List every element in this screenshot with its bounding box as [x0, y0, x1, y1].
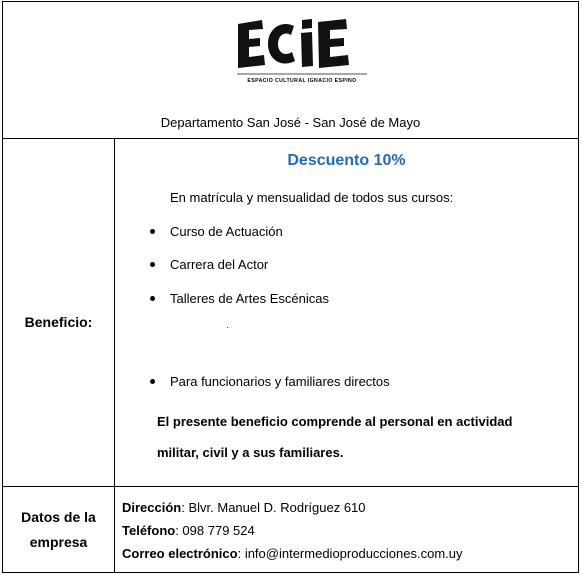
- column-divider: [114, 138, 115, 486]
- benefit-row: [3, 138, 578, 487]
- course-item: Curso de Actuación: [170, 224, 283, 239]
- course-item: Talleres de Artes Escénicas: [170, 291, 329, 306]
- company-row: [3, 486, 578, 572]
- course-item: Carrera del Actor: [170, 257, 269, 272]
- coverage-note: [157, 406, 557, 468]
- audience-item: Para funcionarios y familiares directos: [170, 374, 390, 389]
- address-value: : Blvr. Manuel D. Rodríguez 610: [181, 500, 366, 515]
- header-row: [3, 2, 578, 139]
- stray-mark: [227, 327, 228, 328]
- phone-label: Teléfono: [122, 523, 176, 538]
- bullet-icon: [150, 262, 155, 267]
- address-label: Dirección: [122, 500, 182, 515]
- email-line: [122, 546, 463, 561]
- department-line: Departamento San José - San José de Mayo: [160, 115, 421, 130]
- address-line: [122, 500, 366, 515]
- note-line-1: El presente beneficio comprende al personal en actividad: [157, 414, 513, 429]
- company-label-line-2: empresa: [29, 534, 88, 550]
- company-label: [3, 505, 114, 555]
- bullet-icon: [150, 379, 155, 384]
- note-line-2: militar, civil y a sus familiares.: [157, 445, 344, 460]
- company-label-line-1: Datos de la: [21, 509, 96, 525]
- benefit-sheet: [2, 1, 579, 573]
- logo-subtitle: ESPACIO CULTURAL IGNACIO ESPINO: [247, 78, 357, 84]
- benefit-label: Beneficio:: [24, 314, 93, 330]
- benefit-intro: En matrícula y mensualidad de todos sus cursos:: [170, 190, 454, 205]
- phone-line: [122, 523, 255, 538]
- bullet-icon: [150, 229, 155, 234]
- bullet-icon: [150, 296, 155, 301]
- phone-value: : 098 779 524: [175, 523, 255, 538]
- discount-title: Descuento 10%: [287, 152, 406, 169]
- column-divider: [114, 486, 115, 572]
- email-label: Correo electrónico: [122, 546, 238, 561]
- email-value[interactable]: : info@intermedioproducciones.com.uy: [237, 546, 463, 561]
